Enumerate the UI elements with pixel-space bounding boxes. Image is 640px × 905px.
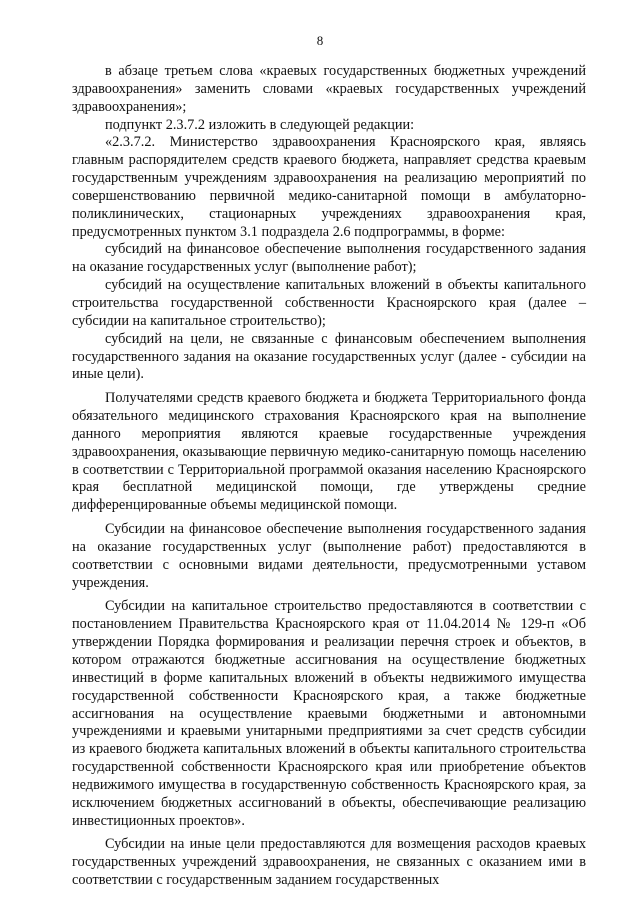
paragraph-clause-2-3-7-2: «2.3.7.2. Министерство здравоохранения Красноярского края, являясь главным распорядителем средств краевого бюджета, направляет средства краевым государственным учреждениям здравоохранения на реализацию мероприятий по совершенствованию первичной медико-санитарной помощи в амбулаторно-поликлинических, стационарных учреждениях здравоохранения края, предусмотренных пунктом 3.1 подраздела 2.6 подпрограммы, в форме: [72,134,586,240]
paragraph-subclause-intro: подпункт 2.3.7.2 изложить в следующей редакции: [105,116,415,133]
paragraph-amendment-third-indent: в абзаце третьем слова «краевых государственных бюджетных учреждений здравоохранения» заменить словами «краевых государственных учреждений здравоохранения»; [72,63,586,115]
document-body [72,63,586,890]
paragraph-subsidy-capital: субсидий на осуществление капитальных вложений в объекты капитального строительства государственной собственности Красноярского края (далее – субсидии на капитальное строительство); [72,277,586,329]
paragraph-recipients: Получателями средств краевого бюджета и бюджета Территориального фонда обязательного медицинского страхования Красноярского края на выполнение данного мероприятия являются краевые государственные учреждения здравоохранения, оказывающие первичную медико-санитарную помощь населению в соответствии с Территориальной программой оказания населению Красноярского края бесплатной медицинской помощи, где утверждены средние дифференцированные объемы медицинской помощи. [72,390,586,514]
paragraph-state-task-subsidies: Субсидии на финансовое обеспечение выполнения государственного задания на оказание государственных услуг (выполнение работ) предоставляются в соответствии с основными видами деятельности, предусмотренными уставом учреждения. [72,521,586,591]
paragraph-subsidy-other: субсидий на цели, не связанные с финансовым обеспечением выполнения государственного задания на оказание государственных услуг (далее - субсидии на иные цели). [72,330,586,383]
page-number: 8 [316,33,324,48]
paragraph-other-subsidies: Субсидии на иные цели предоставляются для возмещения расходов краевых государственных учреждений здравоохранения, не связанных с оказанием ими в соответствии с государственным заданием государственных [72,836,586,889]
paragraph-capital-subsidies: Субсидии на капитальное строительство предоставляются в соответствии с постановлением Правительства Красноярского края от 11.04.2014 № 129-п «Об утверждении Порядка формирования и реализации перечня строек и объектов, в котором отражаются бюджетные ассигнования на осуществление бюджетных инвестиций в форме капитальных вложений в объекты недвижимого имущества государственной собственности Красноярского края, а также бюджетные ассигнования на осуществление краевыми бюджетными и автономными учреждениями и краевыми унитарными предприятиями за счет средств субсидии из краевого бюджета капитальных вложений в объекты капитального строительства государственной собственности Красноярского края или приобретение объектов недвижимого имущества в государственную собственность Красноярского края, за исключением бюджетных ассигнований в объекты, обеспечивающие реализацию инвестиционных проектов». [72,598,586,829]
paragraph-subsidy-state-task: субсидий на финансовое обеспечение выполнения государственного задания на оказание государственных услуг (выполнение работ); [72,241,586,276]
